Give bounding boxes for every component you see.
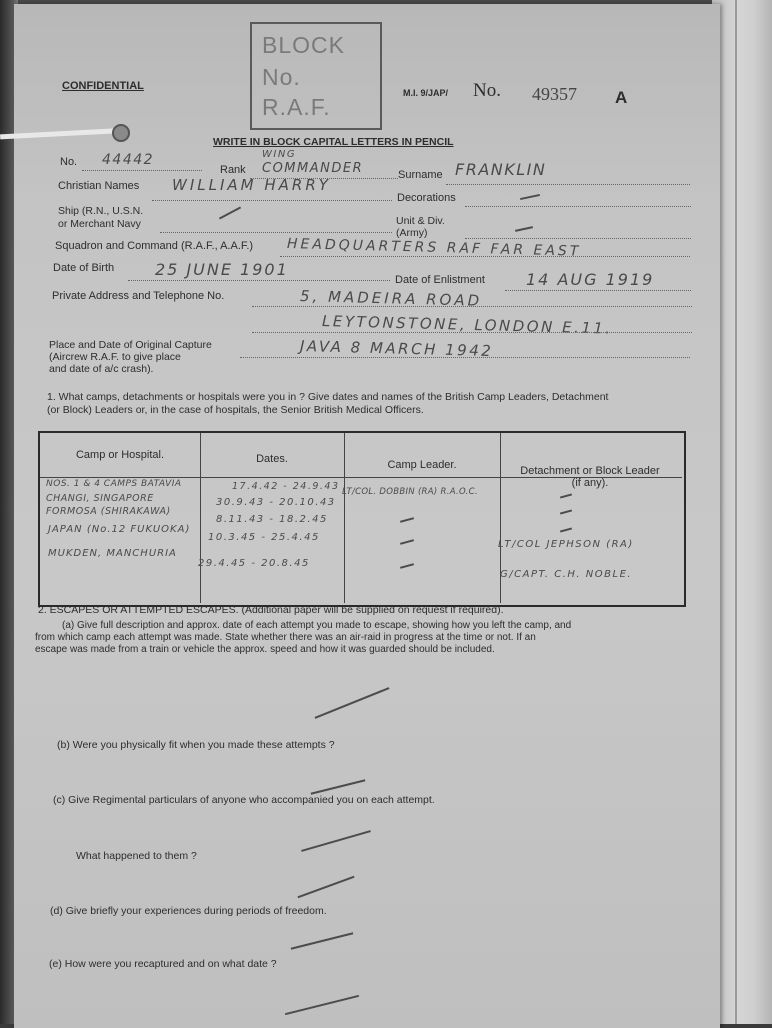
unit-label-1: Unit & Div. <box>396 215 445 227</box>
surname-line <box>446 184 690 185</box>
table-cell-dates: 8.11.43 - 18.2.45 <box>216 514 328 525</box>
table-cell-camp: JAPAN (No.12 FUKUOKA) <box>48 524 191 535</box>
capture-value: JAVA 8 MARCH 1942 <box>299 337 494 361</box>
christian-names-line <box>152 200 392 201</box>
q2-heading: 2. ESCAPES OR ATTEMPTED ESCAPES. (Additional paper will be supplied on request if required). <box>38 604 504 616</box>
dob-label: Date of Birth <box>53 262 115 274</box>
table-cell-camp: CHANGI, SINGAPORE <box>46 493 154 504</box>
table-cell-dates: 30.9.43 - 20.10.43 <box>216 497 336 508</box>
capture-line <box>240 357 690 358</box>
ditto-dash <box>400 563 414 569</box>
no-field-label: No. <box>60 156 78 168</box>
underlying-pages <box>712 0 772 1024</box>
address-line-1 <box>252 306 692 307</box>
ref-prefix: M.I. 9/JAP/ <box>403 88 449 98</box>
table-cell-camp-leader: LT/COL. DOBBIN (RA) R.A.O.C. <box>342 487 478 497</box>
form-number: 49357 <box>532 84 577 104</box>
dob-value: 25 JUNE 1901 <box>155 260 289 279</box>
stamp-line-1: BLOCK <box>262 32 345 58</box>
capture-label-3: and date of a/c crash). <box>49 363 154 375</box>
ditto-dash <box>400 517 414 523</box>
table-cell-dates: 29.4.45 - 20.8.45 <box>198 558 310 569</box>
rank-value-2: COMMANDER <box>262 161 364 176</box>
confidential-label: CONFIDENTIAL <box>62 80 144 92</box>
q1-text-1: 1. What camps, detachments or hospitals were you in ? Give dates and names of the British Camp Leaders, Detachment <box>47 391 609 403</box>
decorations-line <box>465 206 691 207</box>
column-header-detachment: Detachment or Block Leader (if any). <box>520 465 660 489</box>
capture-label-2: (Aircrew R.A.F. to give place <box>49 351 181 363</box>
dob-line <box>128 280 390 281</box>
table-cell-dates: 10.3.45 - 25.4.45 <box>208 532 320 543</box>
christian-names-label: Christian Names <box>58 180 140 192</box>
enlistment-line <box>505 290 691 291</box>
no-field-line <box>82 170 202 171</box>
stamp-line-3: R.A.F. <box>262 94 331 120</box>
squadron-line <box>280 256 690 257</box>
camps-table <box>38 431 686 607</box>
q1-text-2: (or Block) Leaders or, in the case of hospitals, the Senior British Medical Officers. <box>47 404 424 416</box>
table-cell-camp: FORMOSA (SHIRAKAWA) <box>46 506 171 517</box>
q2d-text: (d) Give briefly your experiences during periods of freedom. <box>50 905 327 917</box>
table-cell-detachment: G/CAPT. C.H. NOBLE. <box>500 569 633 580</box>
ditto-dash <box>400 539 414 545</box>
column-header-camp: Camp or Hospital. <box>75 449 165 461</box>
q2c-text: (c) Give Regimental particulars of anyone who accompanied you on each attempt. <box>53 794 435 806</box>
table-cell-camp: NOS. 1 & 4 CAMPS BATAVIA <box>46 479 182 489</box>
no-field-value: 44442 <box>102 152 155 168</box>
decorations-label: Decorations <box>397 192 456 204</box>
q2a-text-3: escape was made from a train or vehicle the approx. speed and how it was guarded should be included. <box>35 644 495 655</box>
column-header-camp-leader: Camp Leader. <box>387 459 457 471</box>
unit-label-2: (Army) <box>396 227 428 239</box>
q2c2-text: What happened to them ? <box>76 850 197 862</box>
ship-label-1: Ship (R.N., U.S.N. <box>58 205 144 217</box>
ship-label-2: or Merchant Navy <box>58 218 141 230</box>
q2b-text: (b) Were you physically fit when you made these attempts ? <box>57 739 335 751</box>
ship-line <box>160 232 392 233</box>
block-stamp <box>250 22 382 130</box>
christian-names-value: WILLIAM HARRY <box>172 176 331 194</box>
ditto-dash <box>560 527 572 532</box>
q2a-text-2: from which camp each attempt was made. State whether there was an air-raid in progress at the time or not. If an <box>35 632 536 643</box>
table-cell-camp: MUKDEN, MANCHURIA <box>48 548 177 559</box>
stamp-line-2: No. <box>262 64 301 90</box>
enlistment-label: Date of Enlistment <box>395 274 485 286</box>
no-label: No. <box>473 80 501 101</box>
capture-label-1: Place and Date of Original Capture <box>49 339 212 351</box>
form-suffix: A <box>615 88 628 107</box>
instruction-heading: WRITE IN BLOCK CAPITAL LETTERS IN PENCIL <box>213 136 454 148</box>
page-edge-line <box>735 0 737 1024</box>
address-line-2 <box>252 332 692 333</box>
surname-label: Surname <box>398 169 443 181</box>
squadron-label: Squadron and Command (R.A.F., A.A.F.) <box>55 240 254 252</box>
table-cell-detachment: LT/COL JEPHSON (RA) <box>498 539 634 550</box>
rank-value-1: WING <box>262 149 297 160</box>
ditto-dash <box>560 493 572 498</box>
address-value-2: LEYTONSTONE, LONDON E.11. <box>321 312 613 338</box>
rank-label: Rank <box>220 164 246 176</box>
unit-line <box>465 238 691 239</box>
q2a-text-1: (a) Give full description and approx. date of each attempt you made to escape, showing how you left the camp, and <box>62 620 572 631</box>
column-header-dates: Dates. <box>256 453 288 465</box>
punch-hole <box>112 124 130 142</box>
ditto-dash <box>560 509 572 514</box>
surname-value: FRANKLIN <box>455 160 547 179</box>
table-cell-dates: 17.4.42 - 24.9.43 <box>232 481 340 492</box>
enlistment-value: 14 AUG 1919 <box>526 270 655 289</box>
address-value-1: 5, MADEIRA ROAD <box>299 287 483 310</box>
address-label: Private Address and Telephone No. <box>52 290 225 302</box>
squadron-value: HEADQUARTERS RAF FAR EAST <box>286 236 582 260</box>
q2e-text: (e) How were you recaptured and on what date ? <box>49 958 277 970</box>
